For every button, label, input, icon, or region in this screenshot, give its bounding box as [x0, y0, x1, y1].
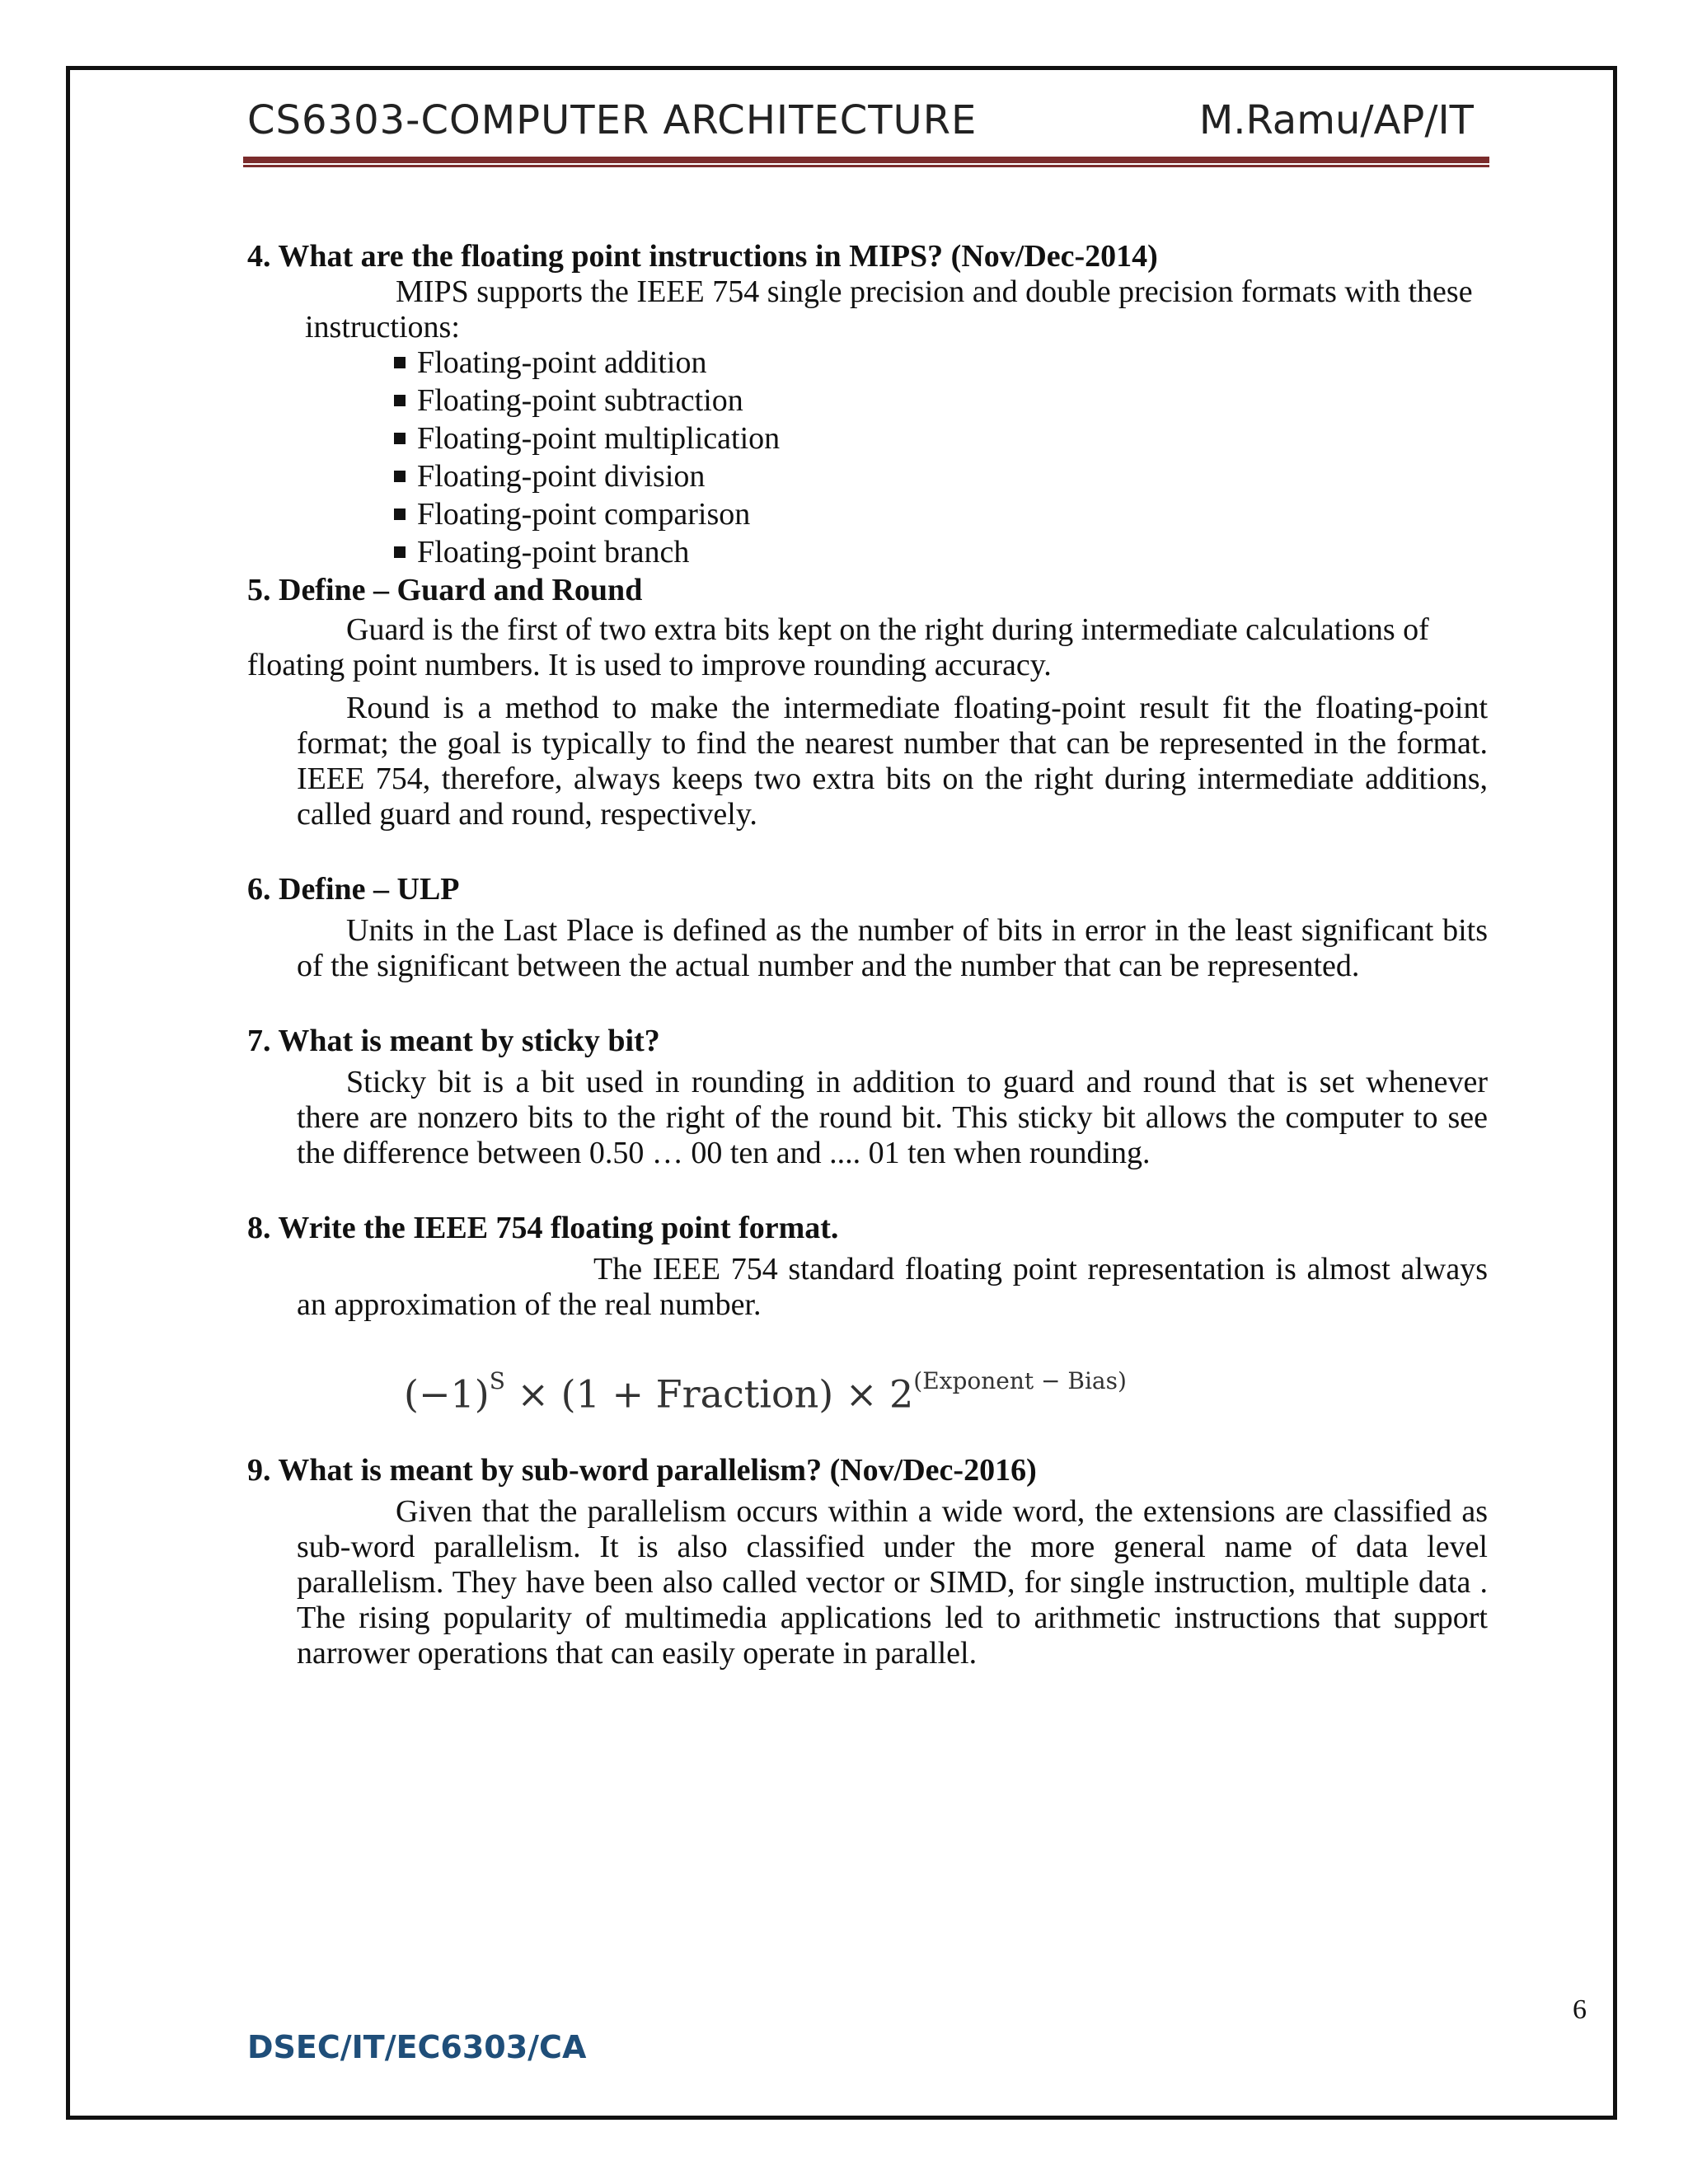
question-5-round-text: Round is a method to make the intermediate floating-point result fit the floating-point format; the goal is typically to find the nearest number that can be represented in the format. IEEE 754, therefore, always keeps two extra bits on the right during intermediate additions, called guard and round, respectively. [297, 691, 1488, 832]
question-7 [247, 1024, 1488, 1171]
list-item: Floating-point subtraction [394, 383, 1488, 419]
question-6-text: Units in the Last Place is defined as the number of bits in error in the least significant bits of the significant between the actual number and the number that can be represented. [297, 913, 1488, 983]
list-item: Floating-point division [394, 459, 1488, 494]
square-bullet-icon [394, 546, 406, 558]
question-4-title: 4. What are the floating point instructions in MIPS? (Nov/Dec-2014) [247, 239, 1158, 274]
question-7-title: 7. What is meant by sticky bit? [247, 1024, 660, 1058]
square-bullet-icon [394, 471, 406, 482]
ieee754-formula: $(-1)^S \times (1$ + Fraction) × $2^{(Exponent - Bias)}$ [404, 1367, 1127, 1417]
question-6-title: 6. Define – ULP [247, 872, 460, 907]
question-5-guard-text: Guard is the first of two extra bits kept on the right during intermediate calculations of floating point numbers. It is used to improve rounding accuracy. [247, 612, 1429, 682]
question-6 [247, 872, 1488, 984]
question-5 [247, 573, 1488, 832]
square-bullet-icon [394, 509, 406, 520]
header-rule-thin [243, 165, 1489, 167]
square-bullet-icon [394, 395, 406, 406]
list-item: Floating-point branch [394, 535, 1488, 570]
author-credit: M.Ramu/AP/IT [1198, 97, 1474, 143]
page-header [247, 97, 1493, 163]
question-9-title: 9. What is meant by sub-word parallelism? (Nov/Dec-2016) [247, 1453, 1037, 1488]
question-8-text: The IEEE 754 standard floating point representation is almost always an approximation of the real number. [297, 1252, 1488, 1322]
question-5-title: 5. Define – Guard and Round [247, 573, 643, 607]
question-8-title: 8. Write the IEEE 754 floating point format. [247, 1211, 839, 1245]
question-9 [247, 1453, 1488, 1671]
square-bullet-icon [394, 357, 406, 368]
question-4-intro: MIPS supports the IEEE 754 single precision and double precision formats with these instructions: [305, 274, 1473, 344]
footer-code: DSEC/IT/EC6303/CA [247, 2029, 587, 2065]
question-8 [247, 1211, 1488, 1417]
question-4 [247, 239, 1488, 570]
square-bullet-icon [394, 433, 406, 444]
list-item: Floating-point multiplication [394, 421, 1488, 457]
page-number: 6 [1573, 1994, 1587, 2025]
question-9-text: Given that the parallelism occurs within a wide word, the extensions are classified as sub-word parallelism. It is also classified under the more general name of data level parallelism. They have been also called vector or SIMD, for single instruction, multiple data . The rising popularity of multimedia applications led to arithmetic instructions that support narrower operations that can easily operate in parallel. [297, 1494, 1488, 1671]
question-7-text: Sticky bit is a bit used in rounding in addition to guard and round that is set whenever there are nonzero bits to the right of the round bit. This sticky bit allows the computer to see the difference between 0.50 … 00 ten and .... 01 ten when rounding. [297, 1065, 1488, 1170]
course-title: CS6303-COMPUTER ARCHITECTURE [247, 97, 978, 143]
document-body [247, 239, 1488, 1671]
list-item: Floating-point comparison [394, 497, 1488, 532]
list-item: Floating-point addition [394, 345, 1488, 381]
header-rule [243, 157, 1489, 163]
fp-instruction-list [247, 345, 1488, 570]
